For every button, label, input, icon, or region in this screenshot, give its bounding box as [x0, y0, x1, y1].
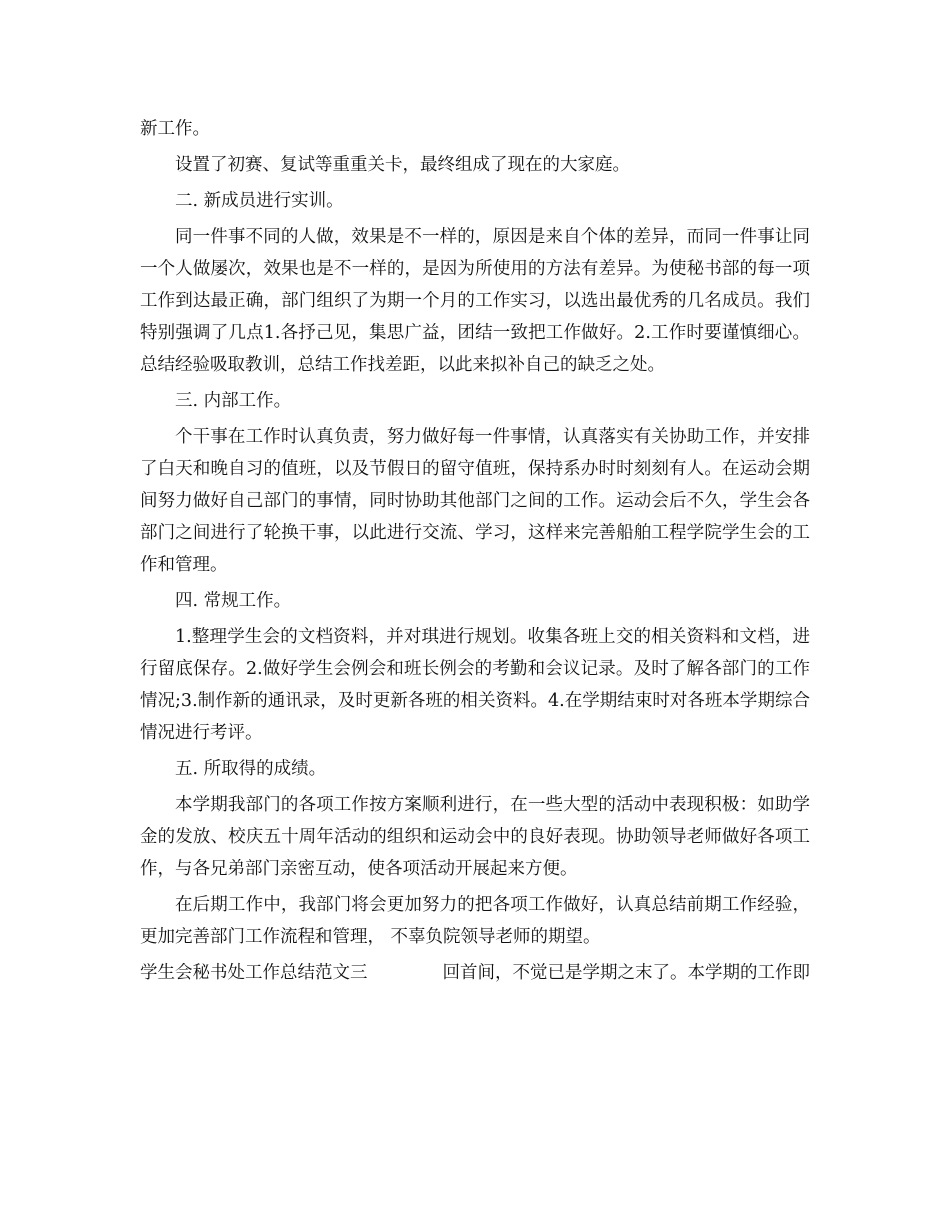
document-body — [140, 113, 810, 993]
paragraph-2: 设置了初赛、复试等重重关卡，最终组成了现在的大家庭。 — [175, 155, 630, 175]
paragraph-4: 个干事在工作时认真负责，努力做好每一件事情，认真落实有关协助工作，并安排了白天和晚自习的值班，以及节假日的留守值班，保持系办时时刻刻有人。在运动会期间努力做好自己部门的事情，同时协助其他部门之间的工作。运动会后不久，学生会各部门之间进行了轮换干事，以此进行交流、学习，这样来完善船舶工程学院学生会的工作和管理。 — [140, 427, 810, 575]
paragraph-3: 同一件事不同的人做，效果是不一样的，原因是来自个体的差异，而同一件事让同一个人做屡次，效果也是不一样的，是因为所使用的方法有差异。为使秘书部的每一项工作到达最正确，部门组织了为期一个月的工作实习，以选出最优秀的几名成员。我们特别强调了几点1.各抒己见，集思广益，团结一致把工作做好。2.工作时要谨慎细心。总结经验吸取教训，总结工作找差距，以此来拟补自己的缺乏之处。 — [140, 227, 810, 375]
section-heading-4: 四. 常规工作。 — [175, 591, 292, 611]
next-article-title: 学生会秘书处工作总结范文三 — [140, 963, 368, 983]
paragraph-1: 新工作。 — [140, 119, 210, 139]
next-article-line — [140, 957, 810, 989]
section-heading-2: 二. 新成员进行实训。 — [175, 191, 344, 211]
paragraph-6: 本学期我部门的各项工作按方案顺利进行，在一些大型的活动中表现积极：如助学金的发放、校庆五十周年活动的组织和运动会中的良好表现。协助领导老师做好各项工作，与各兄弟部门亲密互动，使各项活动开展起来方便。 — [140, 795, 810, 879]
section-heading-5: 五. 所取得的成绩。 — [175, 759, 327, 779]
section-heading-3: 三. 内部工作。 — [175, 391, 292, 411]
next-article-continuation: 回首间，不觉已是学期之末了。本学期的工作即 — [442, 963, 810, 983]
paragraph-5: 1.整理学生会的文档资料，并对琪进行规划。收集各班上交的相关资料和文档，进行留底保存。2.做好学生会例会和班长例会的考勤和会议记录。及时了解各部门的工作情况;3.制作新的通讯录，及时更新各班的相关资料。4.在学期结束时对各班本学期综合情况进行考评。 — [140, 627, 810, 743]
paragraph-7: 在后期工作中，我部门将会更加努力的把各项工作做好，认真总结前期工作经验，更加完善部门工作流程和管理， 不辜负院领导老师的期望。 — [140, 895, 810, 947]
